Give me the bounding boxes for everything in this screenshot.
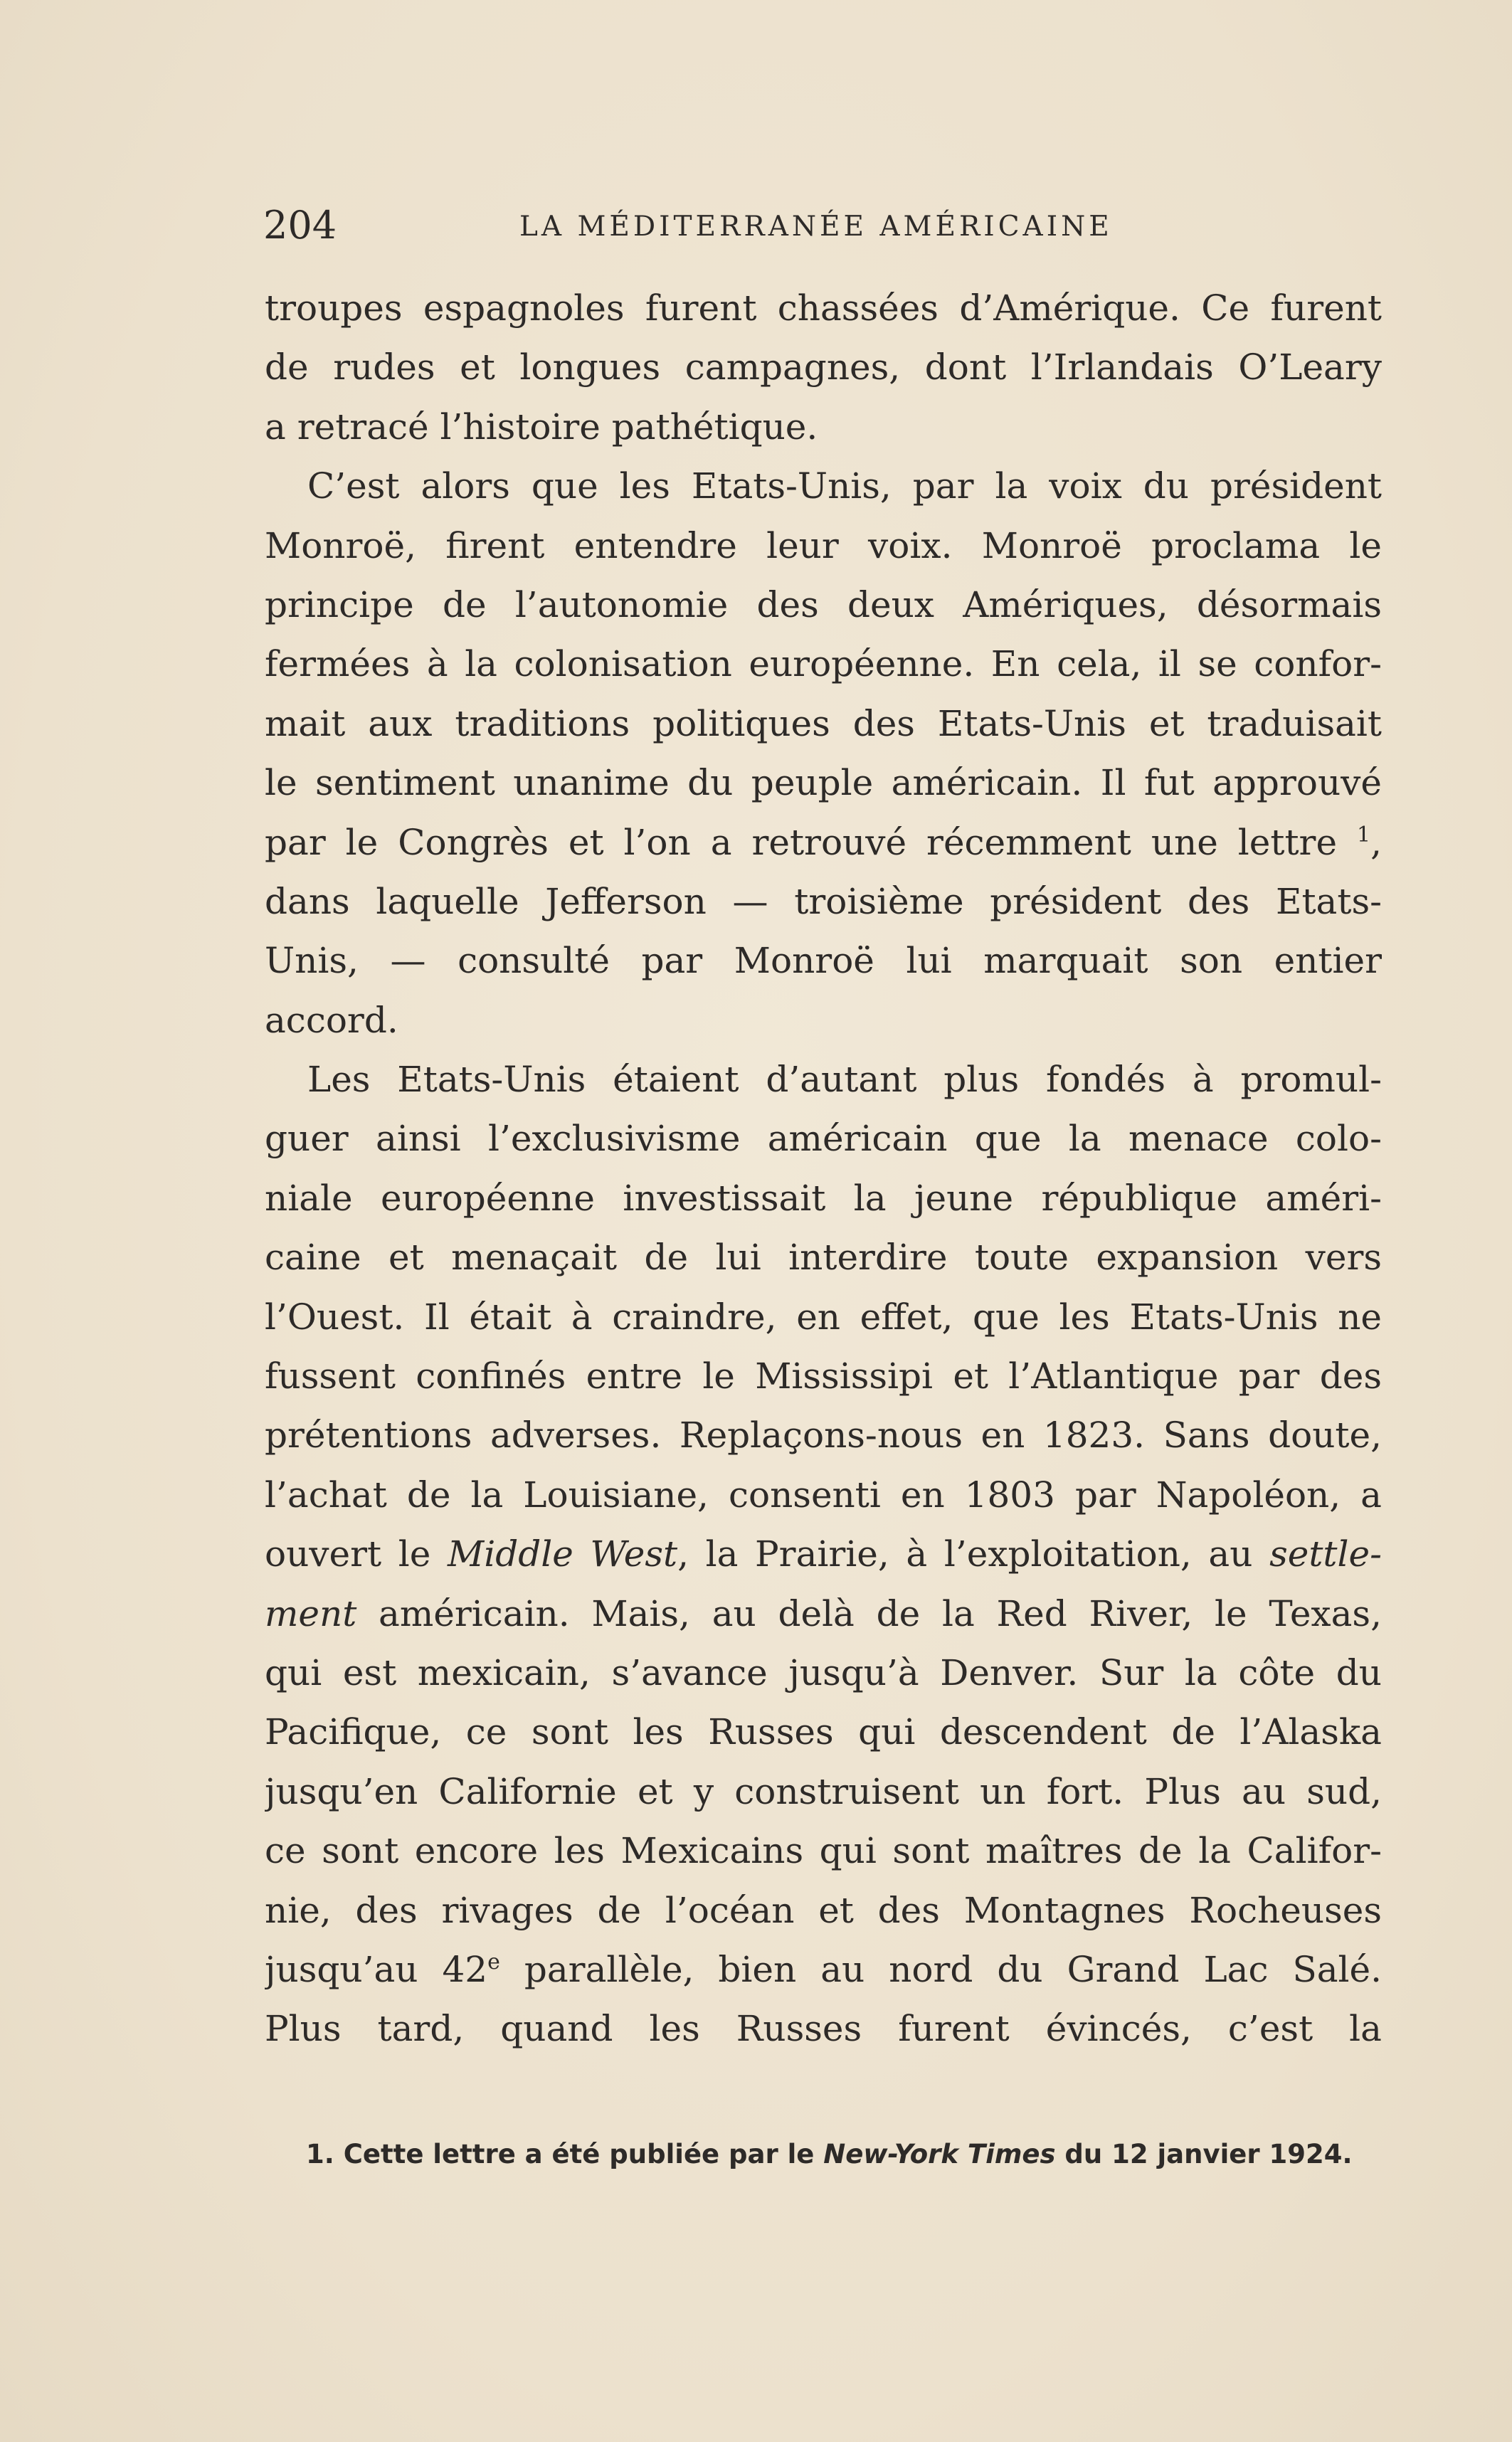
italic-phrase: Middle West: [448, 1533, 678, 1575]
text-line: de rudes et longues campagnes, dont l’Irlandais O’Leary: [265, 347, 1382, 388]
text-segment: ouvert le: [265, 1533, 448, 1575]
text-line: qui est mexicain, s’avance jusqu’à Denver. Sur la côte du: [265, 1651, 1382, 1693]
superscript: e: [487, 1949, 500, 1975]
page-number: 204: [263, 203, 337, 248]
text-line: l’achat de la Louisiane, consenti en 1803 par Napoléon, a: [265, 1474, 1382, 1516]
text-segment: ,: [1370, 821, 1382, 863]
text-line: Les Etats-Unis étaient d’autant plus fondés à promul-: [307, 1059, 1382, 1101]
text-line: dans laquelle Jefferson — troisième président des Etats-: [265, 880, 1382, 922]
text-line: Unis, — consulté par Monroë lui marquait son entier: [265, 940, 1382, 982]
text-line: l’Ouest. Il était à craindre, en effet, que les Etats-Unis ne: [265, 1296, 1382, 1338]
body-text: [265, 279, 1382, 2059]
text-line: prétentions adverses. Replaçons-nous en 1823. Sans doute,: [265, 1415, 1382, 1457]
footnote: [306, 2133, 1353, 2176]
running-title: LA MÉDITERRANÉE AMÉRICAINE: [519, 211, 1113, 243]
text-line: niale européenne investissait la jeune république améri-: [265, 1177, 1382, 1219]
text-line: a retracé l’histoire pathétique.: [265, 406, 818, 448]
text-line: le sentiment unanime du peuple américain. Il fut approuvé: [265, 762, 1382, 804]
text-line: Monroë, firent entendre leur voix. Monroë proclama le: [265, 524, 1382, 566]
text-line: accord.: [265, 999, 398, 1041]
text-segment: jusqu’au 42: [265, 1948, 488, 1990]
text-line: [265, 1525, 1382, 1584]
text-line: [265, 813, 1382, 872]
text-segment: américain. Mais, au delà de la Red River, le Texas,: [356, 1592, 1382, 1634]
text-line: C’est alors que les Etats-Unis, par la voix du président: [307, 465, 1382, 507]
text-line: nie, des rivages de l’océan et des Montagnes Rocheuses: [265, 1889, 1382, 1931]
text-line: guer ainsi l’exclusivisme américain que la menace colo-: [265, 1118, 1382, 1160]
text-line: fermées à la colonisation européenne. En cela, il se confor-: [265, 643, 1382, 685]
text-line: Plus tard, quand les Russes furent évincés, c’est la: [265, 2008, 1382, 2050]
footnote-text: du 12 janvier 1924.: [1055, 2139, 1353, 2169]
text-line: Pacifique, ce sont les Russes qui descendent de l’Alaska: [265, 1711, 1382, 1753]
text-line: troupes espagnoles furent chassées d’Amérique. Ce furent: [265, 287, 1382, 329]
text-line: jusqu’en Californie et y construisent un fort. Plus au sud,: [265, 1770, 1382, 1812]
text-segment: , la Prairie, à l’exploitation, au: [677, 1533, 1270, 1575]
text-line: mait aux traditions politiques des Etats-Unis et traduisait: [265, 702, 1382, 744]
footnote-reference: 1: [1357, 822, 1371, 847]
text-line: ce sont encore les Mexicains qui sont maîtres de la Califor-: [265, 1830, 1382, 1872]
text-line: fussent confinés entre le Mississipi et l’Atlantique par des: [265, 1355, 1382, 1397]
text-line: principe de l’autonomie des deux Amériques, désormais: [265, 583, 1382, 625]
text-line: [265, 1940, 1382, 1999]
running-head: [263, 201, 1124, 250]
text-line: [265, 1585, 1382, 1644]
footnote-italic: New-York Times: [823, 2139, 1056, 2169]
italic-phrase: ment: [265, 1592, 357, 1634]
text-segment: parallèle, bien au nord du Grand Lac Salé.: [499, 1948, 1382, 1990]
text-line: caine et menaçait de lui interdire toute expansion vers: [265, 1237, 1382, 1279]
footnote-marker: 1.: [306, 2139, 334, 2169]
text-segment: par le Congrès et l’on a retrouvé récemment une lettre: [265, 821, 1357, 863]
italic-phrase: settle-: [1269, 1533, 1382, 1575]
footnote-text: Cette lettre a été publiée par le: [334, 2139, 824, 2169]
